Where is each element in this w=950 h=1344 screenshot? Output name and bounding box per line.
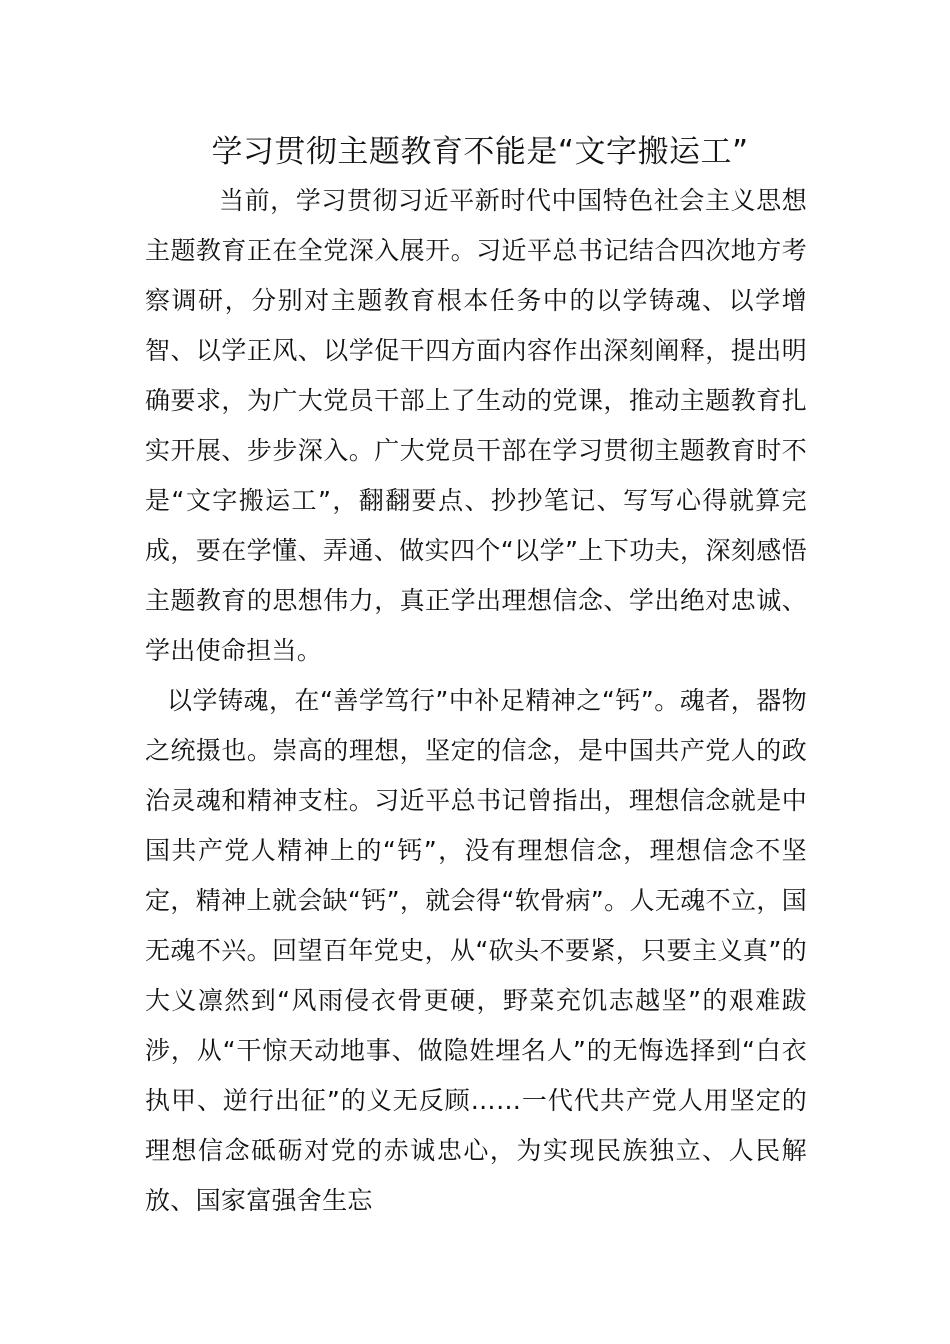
document-title: 学习贯彻主题教育不能是“文字搬运工” bbox=[211, 134, 749, 170]
paragraph-intro: 当前，学习贯彻习近平新时代中国特色社会主义思想主题教育正在全党深入展开。习近平总书记结合四次地方考察调研，分别对主题教育根本任务中的以学铸魂、以学增智、以学正风、以学促干四方面内容作出深刻阐释，提出明确要求，为广大党员干部上了生动的党课，推动主题教育扎实开展、步步深入。广大党员干部在学习贯彻主题教育时不是“文字搬运工”，翻翻要点、抄抄笔记、写写心得就算完成，要在学懂、弄通、做实四个“以学”上下功夫，深刻感悟主题教育的思想伟力，真正学出理想信念、学出绝对忠诚、学出使命担当。 bbox=[145, 186, 807, 665]
document-body bbox=[145, 176, 807, 1226]
paragraph-soul: 以学铸魂，在“善学笃行”中补足精神之“钙”。魂者，器物之统摄也。崇高的理想，坚定的信念，是中国共产党人的政治灵魂和精神支柱。习近平总书记曾指出，理想信念就是中国共产党人精神上的“钙”，没有理想信念，理想信念不坚定，精神上就会缺“钙”，就会得“软骨病”。人无魂不立，国无魂不兴。回望百年党史，从“砍头不要紧，只要主义真”的大义凛然到“风雨侵衣骨更硬，野菜充饥志越坚”的艰难跋涉，从“干惊天动地事、做隐姓埋名人”的无悔选择到“白衣执甲、逆行出征”的义无反顾……一代代共产党人用坚定的理想信念砥砺对党的赤诚忠心，为实现民族独立、人民解放、国家富强舍生忘 bbox=[145, 686, 807, 1215]
